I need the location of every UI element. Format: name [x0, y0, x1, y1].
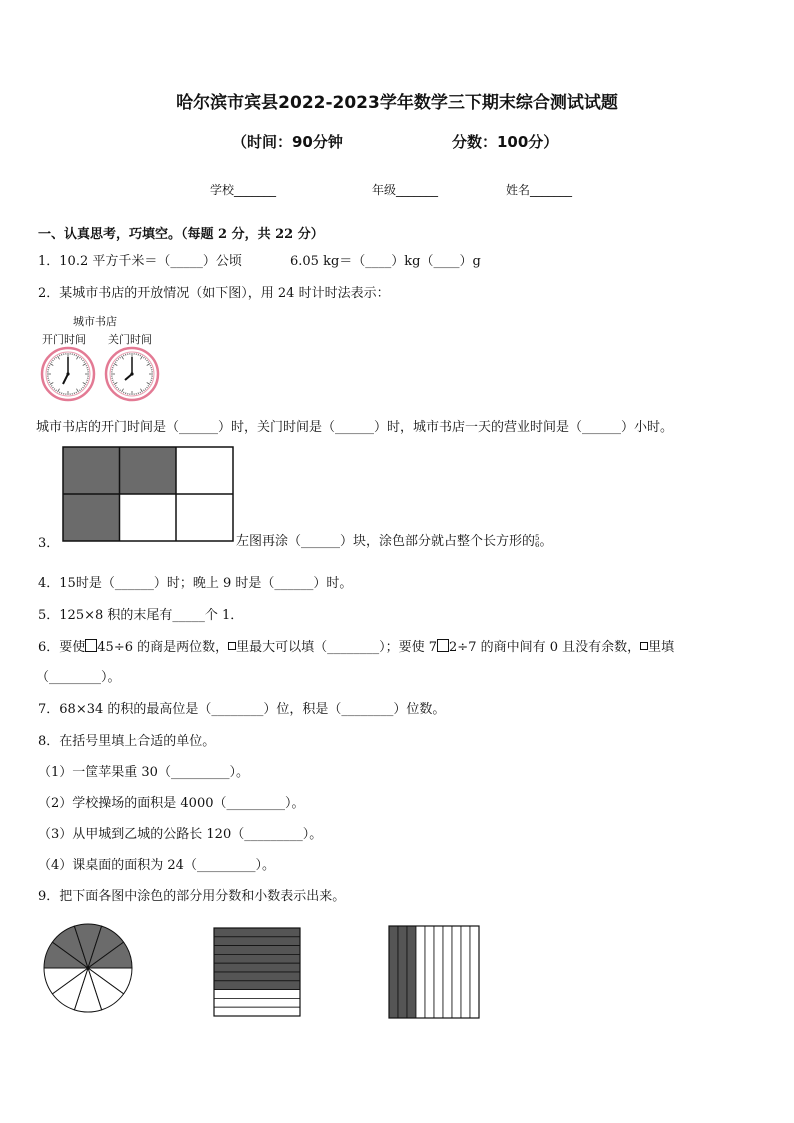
clock-tick [150, 382, 151, 383]
column-strip [398, 926, 407, 1018]
q6-part-3: 里最大可以填（________）；要使 7 [236, 640, 438, 655]
blank-box-small [640, 642, 648, 650]
clock-tick [86, 382, 87, 383]
strip-row [214, 928, 300, 937]
exam-score: 分数：100分） [452, 133, 559, 151]
clock-tick [59, 392, 60, 393]
q6-part-2: 45÷6 的商是两位数， [97, 640, 229, 655]
grade-field: 年级_______ [372, 183, 439, 197]
column-strip [407, 926, 416, 1018]
question-1b: 6.05 kg＝（____）kg（____）g [290, 254, 481, 269]
q6-part-5: 里填 [648, 640, 675, 655]
clock-tick [150, 365, 151, 366]
question-8: 8．在括号里填上合适的单位。 [38, 734, 216, 749]
blank-box [437, 639, 449, 652]
strip-row [214, 1007, 300, 1016]
question-3-text: 左图再涂（______）块，涂色部分就占整个长方形的 [236, 534, 536, 549]
clock-tick [59, 355, 60, 356]
exam-time: （时间：90分钟 [232, 133, 343, 151]
page-title: 哈尔滨市宾县2022-2023学年数学三下期末综合测试试题 [176, 93, 618, 113]
open-clock [40, 346, 96, 402]
blank-box-small [228, 642, 236, 650]
strip-row [214, 990, 300, 999]
close-clock [104, 346, 160, 402]
close-time-label: 关门时间 [108, 333, 152, 346]
question-6 [38, 636, 674, 655]
shaded-strip-figure [213, 927, 301, 1017]
clock-tick [49, 365, 50, 366]
strip-row [214, 946, 300, 955]
clock-tick [49, 382, 50, 383]
question-8-item-2: （2）学校操场的面积是 4000（_________）。 [38, 796, 305, 811]
clock-tick [76, 392, 77, 393]
question-2-answer: 城市书店的开门时间是（______）时，关门时间是（______）时，城市书店一天的营业时间是（______）小时。 [36, 420, 674, 435]
question-4: 4．15时是（______）时；晚上 9 时是（______）时。 [38, 576, 353, 591]
school-field: 学校_______ [210, 183, 277, 197]
clock-tick [113, 382, 114, 383]
shaded-column-figure [388, 925, 480, 1019]
clock-tick [123, 355, 124, 356]
strip-row [214, 972, 300, 981]
column-strip [470, 926, 479, 1018]
strip-row [214, 963, 300, 972]
column-strip [416, 926, 425, 1018]
strip-row [214, 998, 300, 1007]
clock-tick [86, 365, 87, 366]
strip-row [214, 981, 300, 990]
column-strip [443, 926, 452, 1018]
column-strip [452, 926, 461, 1018]
question-5: 5．125×8 积的末尾有_____个 1． [38, 608, 244, 623]
clock-tick [123, 392, 124, 393]
clock-tick [140, 355, 141, 356]
question-9: 9．把下面各图中涂色的部分用分数和小数表示出来。 [38, 889, 346, 904]
q6-part-1: 6．要使 [38, 640, 86, 655]
grid-rectangle [62, 446, 234, 542]
question-8-item-1: （1）一筐苹果重 30（_________）。 [38, 765, 249, 780]
column-strip [461, 926, 470, 1018]
column-strip [434, 926, 443, 1018]
shaded-pie-figure [42, 922, 134, 1014]
open-time-label: 开门时间 [42, 333, 86, 346]
column-strip [389, 926, 398, 1018]
clock-tick [76, 355, 77, 356]
question-1a: 1．10.2 平方千米＝（_____）公顷 [38, 254, 242, 269]
strip-row [214, 954, 300, 963]
question-3 [236, 530, 553, 549]
store-label: 城市书店 [73, 315, 117, 328]
section-heading: 一、认真思考，巧填空。（每题 2 分，共 22 分） [38, 227, 324, 242]
name-field: 姓名_______ [506, 183, 573, 197]
clock-tick [140, 392, 141, 393]
question-8-item-4: （4）课桌面的面积为 24（_________）。 [38, 858, 275, 873]
question-2: 2．某城市书店的开放情况（如下图），用 24 时计时法表示： [38, 286, 390, 301]
question-8-item-3: （3）从甲城到乙城的公路长 120（_________）。 [38, 827, 323, 842]
fraction-numerator: 5 [535, 533, 540, 542]
column-strip [425, 926, 434, 1018]
fraction-denominator: 6 [535, 540, 540, 549]
blank-box [85, 639, 97, 652]
clock-tick [113, 365, 114, 366]
question-7: 7．68×34 的积的最高位是（________）位，积是（________）位数。 [38, 702, 446, 717]
question-6-line-2: （________）。 [36, 670, 121, 685]
question-3-tail: 。 [539, 534, 553, 549]
question-3-number: 3． [38, 536, 60, 551]
strip-row [214, 937, 300, 946]
q6-part-4: 2÷7 的商中间有 0 且没有余数， [449, 640, 641, 655]
